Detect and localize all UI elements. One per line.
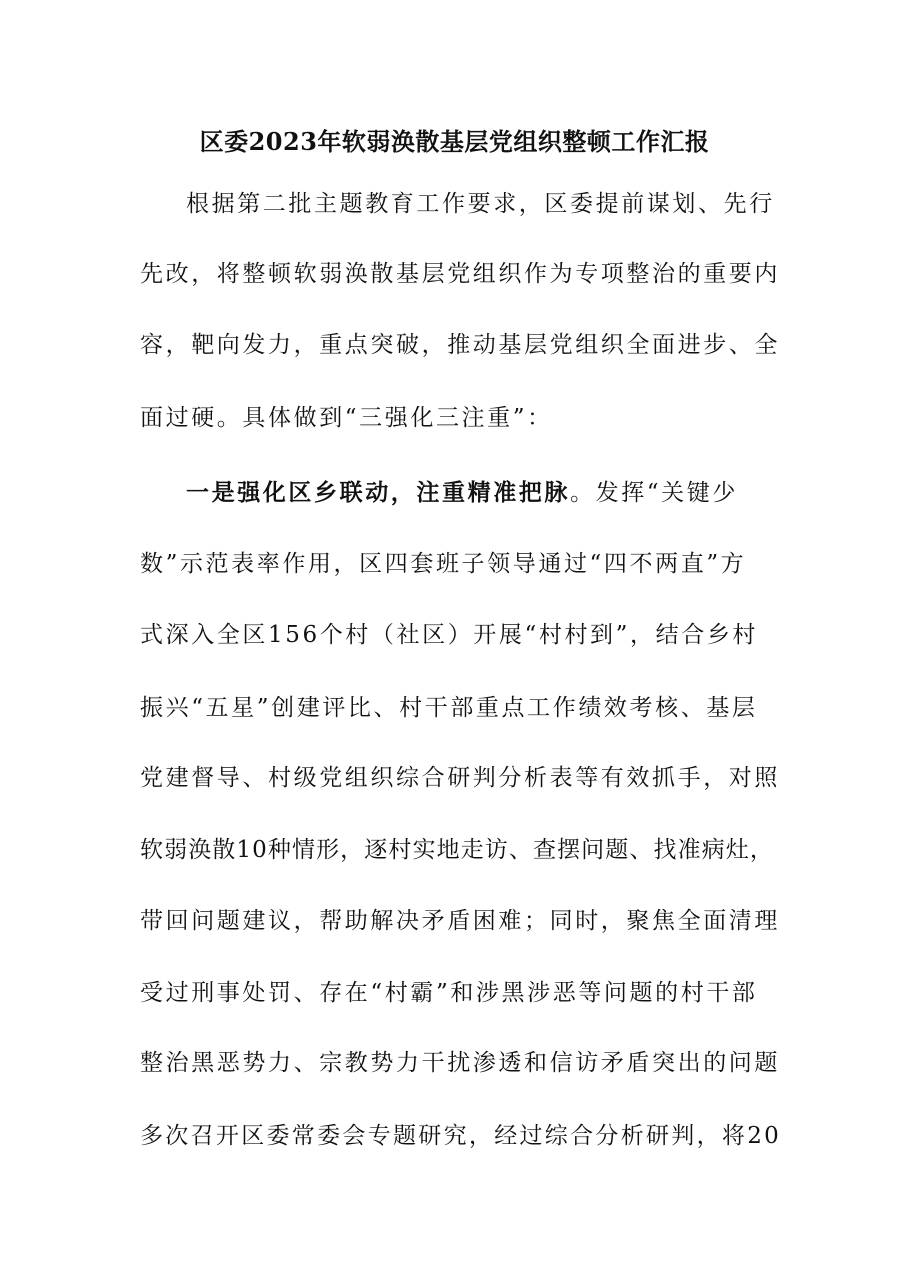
paragraph-1-line-3: 容，靶向发力，重点突破，推动基层党组织全面进步、全 bbox=[140, 332, 780, 358]
paragraph-2-heading: 一是强化区乡联动，注重精准把脉 bbox=[186, 479, 570, 506]
paragraph-1-line-1: 根据第二批主题教育工作要求，区委提前谋划、先行 bbox=[186, 191, 775, 217]
paragraph-2-line-5: 党建督导、村级党组织综合研判分析表等有效抓手，对照 bbox=[140, 765, 780, 791]
paragraph-1-line-4: 面过硬。具体做到“三强化三注重”： bbox=[140, 405, 553, 431]
paragraph-2-line-8: 受过刑事处罚、存在“村霸”和涉黑涉恶等问题的村干部 bbox=[140, 980, 758, 1006]
paragraph-2-line-6: 软弱涣散10种情形，逐村实地走访、查摆问题、找准病灶， bbox=[140, 837, 774, 863]
paragraph-2-line-3: 式深入全区156个村（社区）开展“村村到”，结合乡村 bbox=[140, 622, 759, 648]
paragraph-2-line-10: 多次召开区委常委会专题研究，经过综合分析研判，将20 bbox=[140, 1123, 782, 1149]
paragraph-1-line-2: 先改，将整顿软弱涣散基层党组织作为专项整治的重要内 bbox=[140, 261, 780, 287]
paragraph-2-line-9: 整治黑恶势力、宗教势力干扰渗透和信访矛盾突出的问题 bbox=[140, 1050, 780, 1076]
paragraph-2-line-1 bbox=[186, 476, 780, 510]
paragraph-2-line-4: 振兴“五星”创建评比、村干部重点工作绩效考核、基层 bbox=[140, 695, 758, 721]
paragraph-2-line-1-rest: 。发挥“关键少 bbox=[570, 480, 738, 506]
paragraph-2-line-7: 带回问题建议，帮助解决矛盾困难；同时，聚焦全面清理 bbox=[140, 908, 780, 934]
paragraph-2-line-2: 数”示范表率作用，区四套班子领导通过“四不两直”方 bbox=[140, 551, 747, 577]
document-title: 区委2023年软弱涣散基层党组织整顿工作汇报 bbox=[199, 127, 710, 156]
